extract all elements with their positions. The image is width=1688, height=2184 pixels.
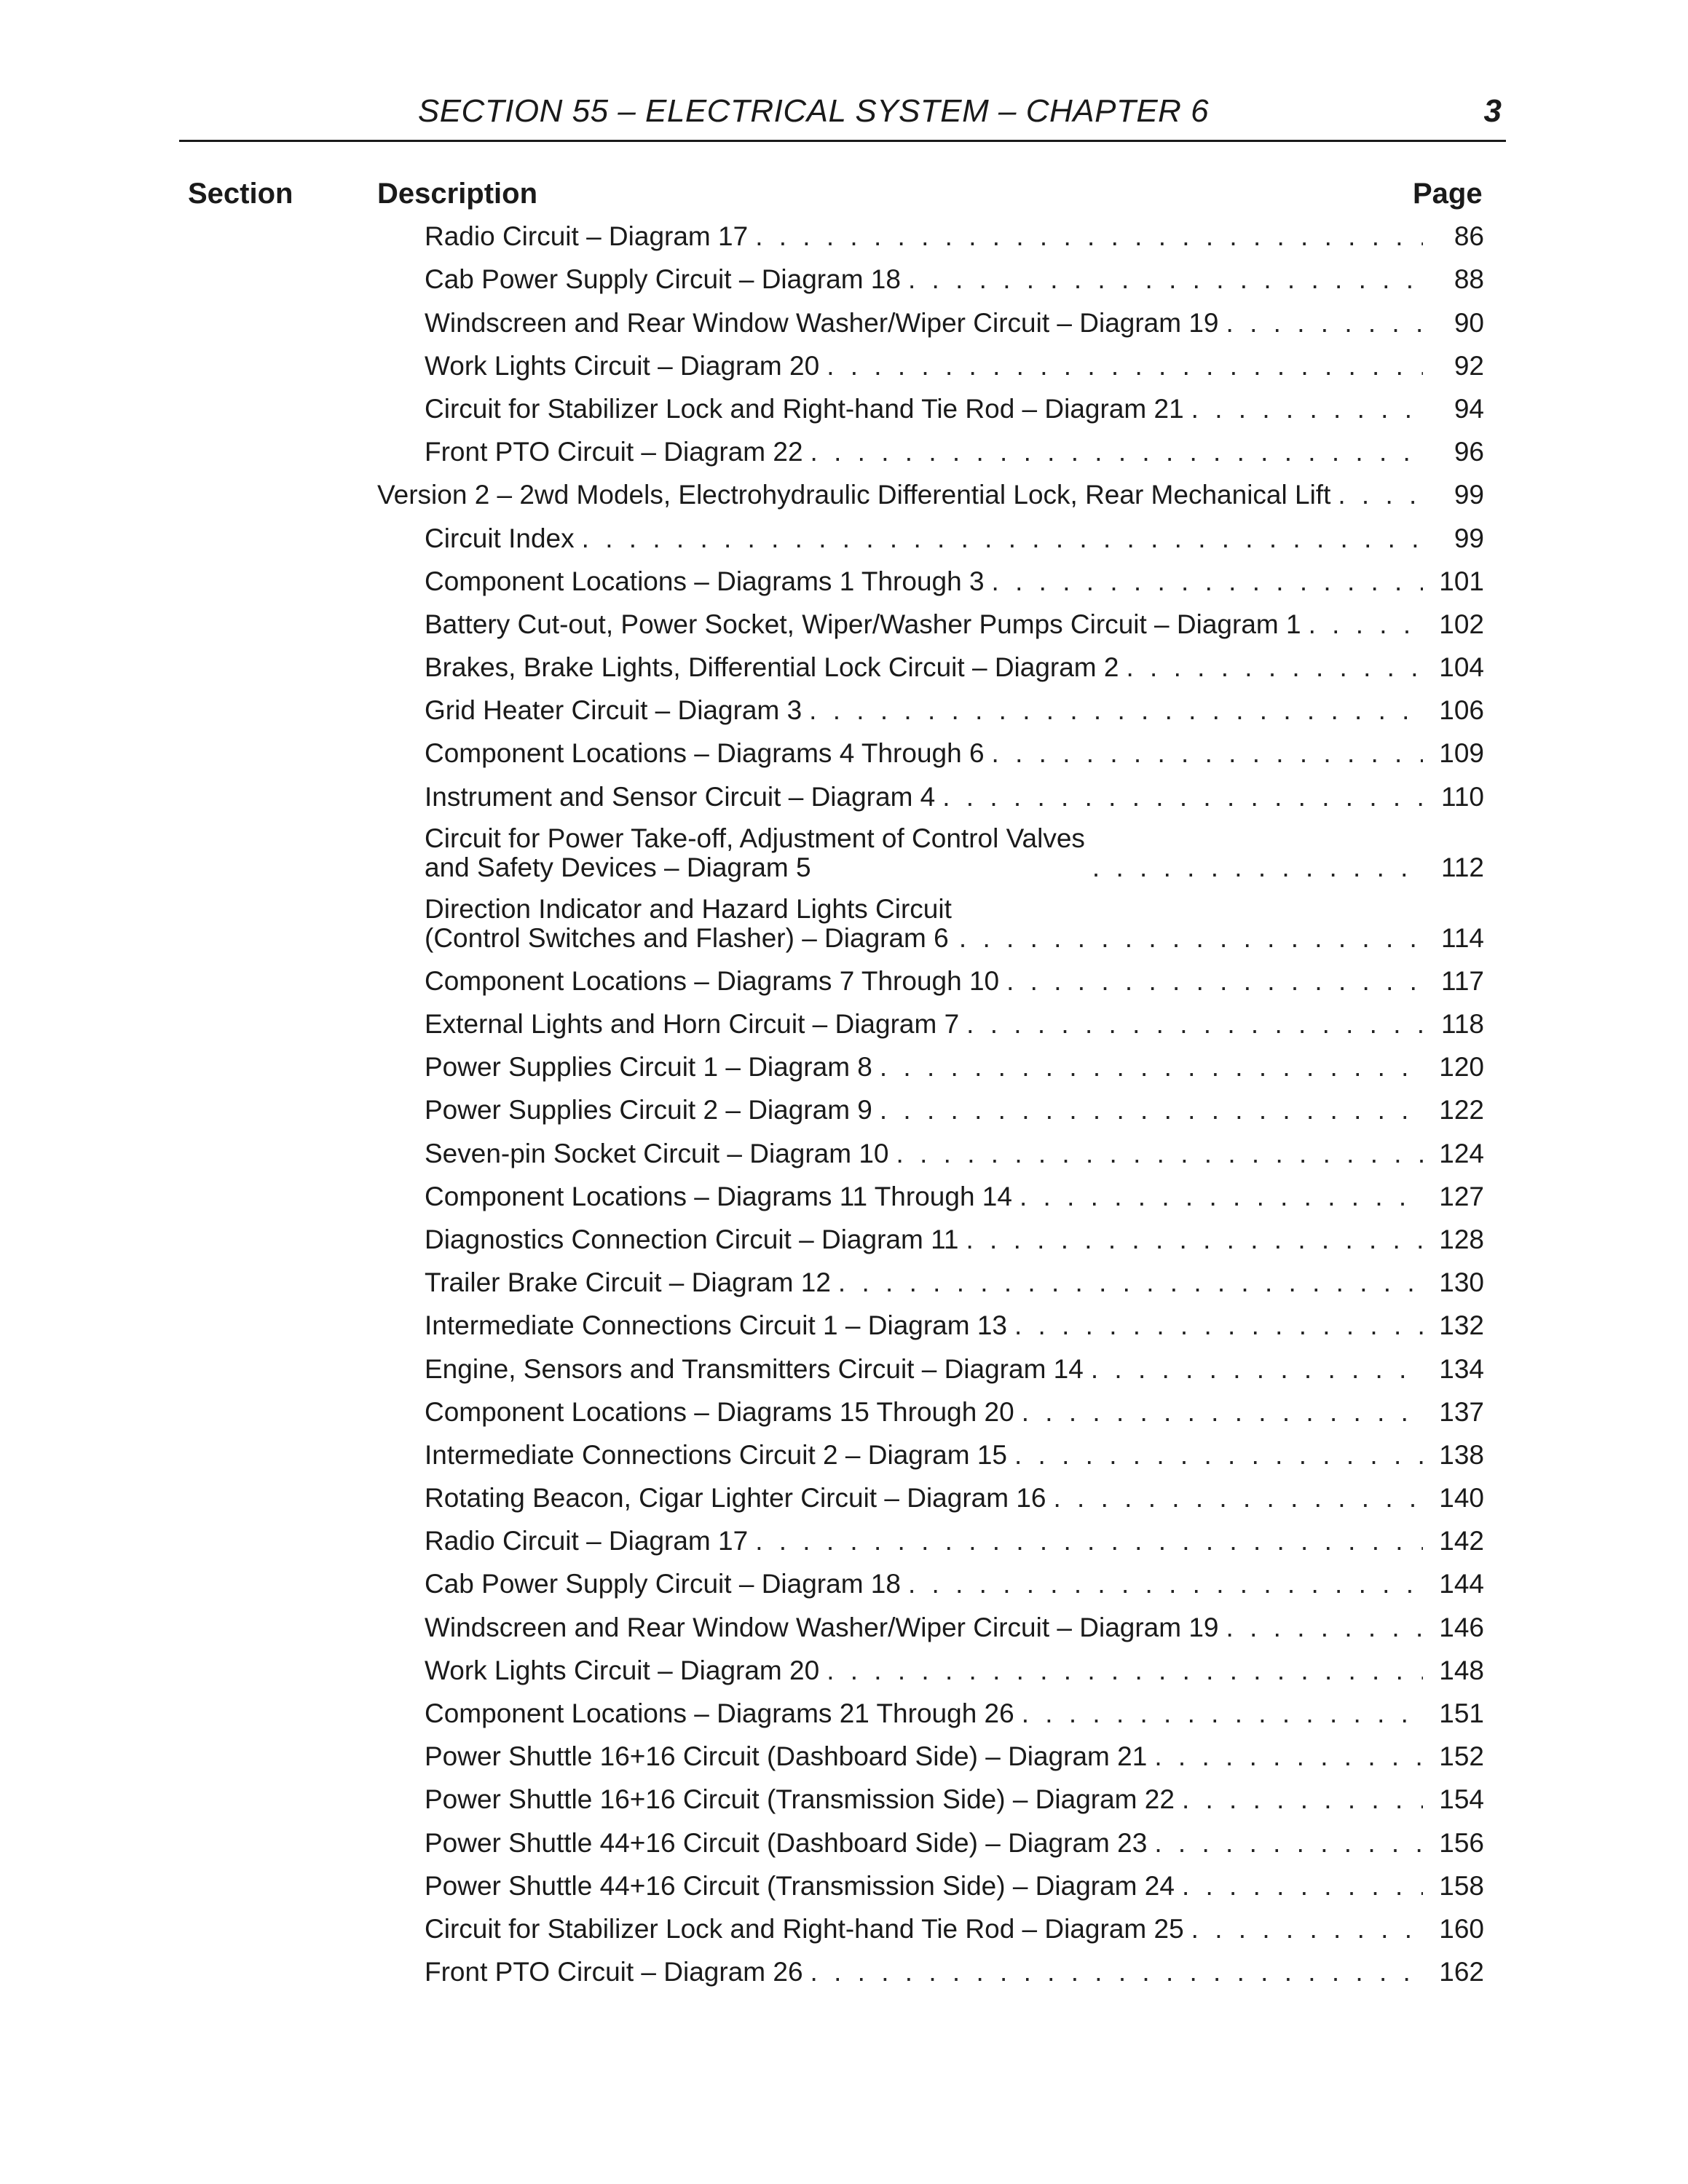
toc-entry (377, 1434, 1484, 1477)
toc-entry (377, 561, 1484, 604)
toc-entry-page: 156 (1439, 1827, 1484, 1858)
toc-entry (377, 1132, 1484, 1175)
toc-entry-title: Power Shuttle 16+16 Circuit (Transmission Side) – Diagram 22 (425, 1784, 1175, 1815)
toc-entry-title: Radio Circuit – Diagram 17 (425, 1526, 749, 1556)
toc-entry (377, 732, 1484, 775)
column-header-section: Section (188, 178, 293, 210)
dot-leader (838, 1268, 1423, 1297)
dot-leader (959, 924, 1423, 953)
toc-entry (377, 474, 1484, 517)
dot-leader (966, 1225, 1423, 1254)
toc-entry-page: 86 (1454, 221, 1484, 252)
toc-entry (377, 819, 1484, 890)
dot-leader (811, 438, 1423, 467)
dot-leader (896, 1139, 1423, 1168)
toc-entry (377, 301, 1484, 344)
toc-entry-title: Intermediate Connections Circuit 2 – Diagram 15 (425, 1439, 1007, 1470)
dot-leader (1226, 1613, 1423, 1642)
toc-entry-title: Battery Cut-out, Power Socket, Wiper/Washer Pumps Circuit – Diagram 1 (425, 609, 1301, 639)
toc-entry-title: Engine, Sensors and Transmitters Circuit – Diagram 14 (425, 1353, 1084, 1384)
dot-leader (908, 265, 1423, 294)
toc-entry-title: Circuit for Stabilizer Lock and Right-hand Tie Rod – Diagram 21 (425, 393, 1184, 424)
toc-entry-page: 120 (1439, 1052, 1484, 1083)
dot-leader (992, 567, 1423, 596)
toc-entry (377, 388, 1484, 431)
toc-entry (377, 775, 1484, 818)
toc-entry (377, 960, 1484, 1003)
toc-entry (377, 431, 1484, 474)
toc-entry-page: 88 (1454, 264, 1484, 295)
dot-leader (1014, 1441, 1423, 1470)
toc-entry-page: 92 (1454, 350, 1484, 381)
dot-leader (942, 783, 1423, 812)
dot-leader (809, 696, 1423, 725)
toc-entry-page: 99 (1454, 480, 1484, 510)
toc-entry-title: Cab Power Supply Circuit – Diagram 18 (425, 264, 901, 295)
toc-entry (377, 1736, 1484, 1779)
dot-leader (1053, 1484, 1423, 1513)
toc-entry (377, 1650, 1484, 1693)
dot-leader (755, 222, 1423, 251)
toc-entry (377, 1262, 1484, 1305)
toc-entry (377, 1176, 1484, 1219)
dot-leader (1309, 610, 1423, 639)
toc-entry-page: 110 (1441, 781, 1484, 812)
toc-entry-title: Brakes, Brake Lights, Differential Lock Circuit – Diagram 2 (425, 652, 1119, 683)
toc-entry-title: Power Supplies Circuit 2 – Diagram 9 (425, 1095, 872, 1125)
dot-leader (1154, 1742, 1423, 1771)
toc-entry (377, 1563, 1484, 1606)
dot-leader (827, 1656, 1423, 1685)
toc-entry-page: 130 (1439, 1267, 1484, 1298)
toc-entry-title: Component Locations – Diagrams 1 Through 3 (425, 566, 985, 596)
toc-entry-title: Radio Circuit – Diagram 17 (425, 221, 749, 252)
toc-entry-title: Component Locations – Diagrams 21 Through 26 (425, 1698, 1014, 1728)
toc-entry-page: 106 (1439, 695, 1484, 726)
toc-entry-page: 96 (1454, 437, 1484, 467)
dot-leader (1092, 853, 1423, 882)
toc-entry (377, 1305, 1484, 1348)
dot-leader (880, 1096, 1423, 1125)
toc-entry (377, 1348, 1484, 1390)
dot-leader (811, 1958, 1423, 1987)
toc-entry-title: Seven-pin Socket Circuit – Diagram 10 (425, 1138, 889, 1168)
toc-entry (377, 890, 1484, 960)
table-of-contents (377, 215, 1484, 1994)
toc-entry-title: Component Locations – Diagrams 7 Through 10 (425, 965, 1000, 996)
toc-entry (377, 1865, 1484, 1908)
toc-entry (377, 1606, 1484, 1649)
dot-leader (1006, 967, 1423, 996)
toc-entry-page: 144 (1439, 1569, 1484, 1599)
dot-leader (1091, 1355, 1423, 1384)
toc-entry-title: Component Locations – Diagrams 4 Through 6 (425, 738, 985, 769)
toc-entry-page: 142 (1439, 1526, 1484, 1556)
toc-entry-title: Intermediate Connections Circuit 1 – Diagram 13 (425, 1310, 1007, 1341)
toc-entry-page: 158 (1439, 1870, 1484, 1901)
toc-entry (377, 1219, 1484, 1262)
toc-entry (377, 215, 1484, 258)
section-title: SECTION 55 – ELECTRICAL SYSTEM – CHAPTER 6 (417, 93, 1210, 129)
toc-entry (377, 1693, 1484, 1736)
dot-leader (1191, 1915, 1423, 1944)
toc-entry-title: Component Locations – Diagrams 15 Through 20 (425, 1396, 1014, 1427)
toc-entry-title: Cab Power Supply Circuit – Diagram 18 (425, 1569, 901, 1599)
dot-leader (1338, 480, 1423, 510)
toc-entry-title: Windscreen and Rear Window Washer/Wiper Circuit – Diagram 19 (425, 307, 1219, 338)
toc-entry-page: 109 (1439, 738, 1484, 769)
dot-leader (755, 1527, 1423, 1556)
toc-entry-title: Work Lights Circuit – Diagram 20 (425, 350, 820, 381)
column-header-page: Page (1413, 178, 1483, 210)
toc-entry (377, 1046, 1484, 1089)
toc-entry-page: 138 (1439, 1439, 1484, 1470)
toc-entry-title: Instrument and Sensor Circuit – Diagram 4 (425, 781, 936, 812)
dot-leader (908, 1570, 1423, 1599)
toc-entry (377, 1908, 1484, 1951)
toc-entry-title: Circuit for Power Take-off, Adjustment of Control Valves and Safety Devices – Diagram 5 (425, 823, 1085, 882)
toc-entry-title: Windscreen and Rear Window Washer/Wiper Circuit – Diagram 19 (425, 1612, 1219, 1642)
toc-entry (377, 345, 1484, 388)
toc-entry-page: 137 (1439, 1396, 1484, 1427)
toc-entry (377, 1520, 1484, 1563)
toc-entry-page: 114 (1441, 922, 1484, 953)
toc-entry-title: Direction Indicator and Hazard Lights Circuit (Control Switches and Flasher) – Diagram 6 (425, 893, 952, 953)
toc-entry-page: 140 (1439, 1483, 1484, 1514)
toc-entry-page: 102 (1439, 609, 1484, 639)
toc-entry-page: 117 (1441, 965, 1484, 996)
toc-entry-title: Trailer Brake Circuit – Diagram 12 (425, 1267, 831, 1298)
dot-leader (1182, 1872, 1423, 1901)
toc-entry-page: 146 (1439, 1612, 1484, 1642)
toc-entry-title: Grid Heater Circuit – Diagram 3 (425, 695, 802, 726)
toc-entry-page: 128 (1439, 1224, 1484, 1254)
toc-entry-page: 99 (1454, 523, 1484, 553)
toc-entry-page: 154 (1439, 1784, 1484, 1815)
toc-entry-title: Rotating Beacon, Cigar Lighter Circuit – Diagram 16 (425, 1483, 1046, 1514)
toc-entry (377, 1391, 1484, 1434)
toc-entry-title: Power Shuttle 44+16 Circuit (Dashboard Side) – Diagram 23 (425, 1827, 1148, 1858)
toc-entry-page: 90 (1454, 307, 1484, 338)
toc-entry-title: Power Shuttle 44+16 Circuit (Transmission Side) – Diagram 24 (425, 1870, 1175, 1901)
toc-entry-page: 122 (1439, 1095, 1484, 1125)
toc-entry-page: 148 (1439, 1655, 1484, 1685)
toc-entry-page: 118 (1441, 1009, 1484, 1039)
dot-leader (1014, 1311, 1423, 1340)
toc-entry-title: Version 2 – 2wd Models, Electrohydraulic Differential Lock, Rear Mechanical Lift (377, 480, 1331, 510)
dot-leader (992, 739, 1423, 768)
column-header-description: Description (377, 178, 538, 210)
toc-entry-title: Front PTO Circuit – Diagram 22 (425, 437, 803, 467)
toc-entry (377, 646, 1484, 689)
toc-entry-page: 134 (1439, 1353, 1484, 1384)
toc-entry (377, 258, 1484, 301)
toc-entry-title: Diagnostics Connection Circuit – Diagram 11 (425, 1224, 959, 1254)
toc-entry-page: 160 (1439, 1913, 1484, 1944)
toc-entry-page: 112 (1441, 852, 1484, 882)
toc-entry-page: 94 (1454, 393, 1484, 424)
dot-leader (1127, 653, 1424, 682)
toc-entry-page: 132 (1439, 1310, 1484, 1341)
toc-entry (377, 1477, 1484, 1520)
toc-entry-title: Power Shuttle 16+16 Circuit (Dashboard Side) – Diagram 21 (425, 1741, 1148, 1772)
dot-leader (1022, 1398, 1423, 1427)
dot-leader (1022, 1699, 1423, 1728)
dot-leader (1191, 395, 1423, 424)
toc-entry-title: Front PTO Circuit – Diagram 26 (425, 1957, 803, 1987)
dot-leader (1154, 1829, 1423, 1858)
toc-entry-title: Work Lights Circuit – Diagram 20 (425, 1655, 820, 1685)
toc-entry (377, 689, 1484, 732)
toc-entry (377, 1779, 1484, 1821)
dot-leader (827, 352, 1423, 381)
toc-entry-page: 124 (1439, 1138, 1484, 1168)
toc-entry (377, 1951, 1484, 1994)
dot-leader (1226, 309, 1423, 338)
toc-entry-page: 151 (1439, 1698, 1484, 1728)
toc-entry (377, 1821, 1484, 1864)
toc-entry-title: Power Supplies Circuit 1 – Diagram 8 (425, 1052, 872, 1083)
dot-leader (966, 1010, 1423, 1039)
toc-entry-page: 104 (1439, 652, 1484, 683)
toc-entry-page: 152 (1439, 1741, 1484, 1772)
page-number: 3 (1483, 93, 1502, 129)
toc-entry-title: Component Locations – Diagrams 11 Through 14 (425, 1181, 1012, 1211)
toc-entry (377, 517, 1484, 560)
dot-leader (1019, 1182, 1423, 1211)
toc-entry-page: 162 (1439, 1957, 1484, 1987)
toc-entry (377, 604, 1484, 646)
toc-entry-page: 127 (1439, 1181, 1484, 1211)
toc-entry-title: Circuit Index (425, 523, 575, 553)
dot-leader (1182, 1785, 1423, 1814)
toc-entry (377, 1003, 1484, 1046)
page-header (179, 86, 1506, 142)
dot-leader (582, 524, 1423, 553)
dot-leader (880, 1053, 1423, 1082)
toc-entry-page: 101 (1439, 566, 1484, 596)
toc-entry (377, 1089, 1484, 1132)
toc-entry-title: External Lights and Horn Circuit – Diagram 7 (425, 1009, 960, 1039)
toc-entry-title: Circuit for Stabilizer Lock and Right-hand Tie Rod – Diagram 25 (425, 1913, 1184, 1944)
